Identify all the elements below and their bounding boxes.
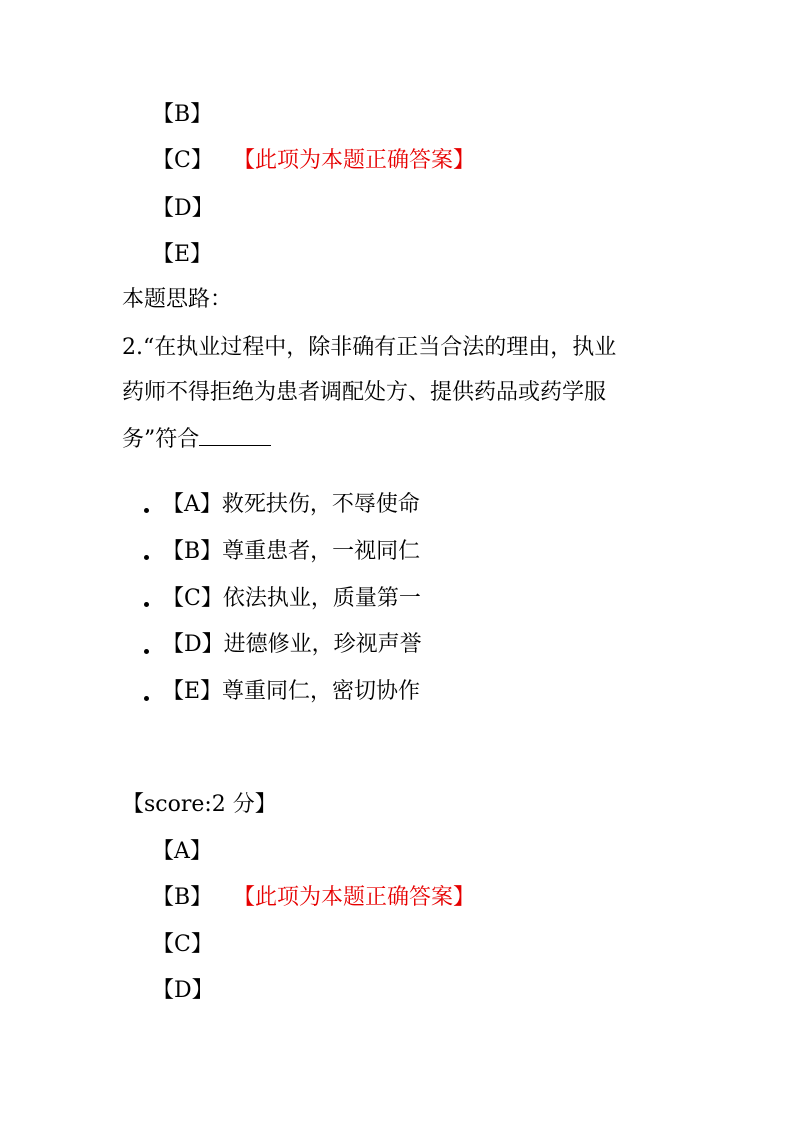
answer-option-b [152,883,476,913]
question-text-line-2: 药师不得拒绝为患者调配处方、提供药品或药学服 [122,380,607,405]
answer-option-d-prev [152,194,214,224]
correct-answer-marker: 【此项为本题正确答案】 [233,885,476,910]
answer-option-e-prev [152,240,212,270]
bullet-icon [144,508,149,513]
choice-b[interactable]: 【B】尊重患者，一视同仁 [162,539,421,564]
answer-option-d [152,976,214,1006]
answer-option-label: 【B】 [152,885,213,910]
choice-c[interactable]: 【C】依法执业，质量第一 [162,586,421,611]
bullet-icon [144,649,149,654]
question-text-line-3 [122,425,271,455]
answer-option-label: 【D】 [152,978,214,1003]
answer-blank [199,425,271,446]
answer-option-a [152,837,212,867]
answer-option-label: 【E】 [152,242,213,267]
answer-option-label: 【D】 [152,196,214,221]
choice-a[interactable]: 【A】救死扶伤，不辱使命 [162,492,420,517]
answer-option-label: 【C】 [152,148,213,173]
answer-option-c-prev [152,146,476,176]
bullet-icon [144,602,149,607]
choice-d[interactable]: 【D】进德修业，珍视声誉 [162,632,422,657]
score-label: 【score:2 分】 [122,792,277,817]
answer-option-label: 【C】 [152,932,213,957]
answer-option-b-prev [152,100,212,130]
answer-option-c [152,930,213,960]
answer-option-label: 【B】 [152,102,213,127]
question-text-tail: 务”符合 [122,427,200,452]
explanation-label: 本题思路： [122,287,233,312]
choice-e[interactable]: 【E】尊重同仁，密切协作 [162,679,421,704]
question-text-line-1: 2.“在执业过程中，除非确有正当合法的理由，执业 [122,335,617,360]
answer-option-label: 【A】 [152,839,212,864]
correct-answer-marker: 【此项为本题正确答案】 [233,148,476,173]
bullet-icon [144,696,149,701]
bullet-icon [144,555,149,560]
